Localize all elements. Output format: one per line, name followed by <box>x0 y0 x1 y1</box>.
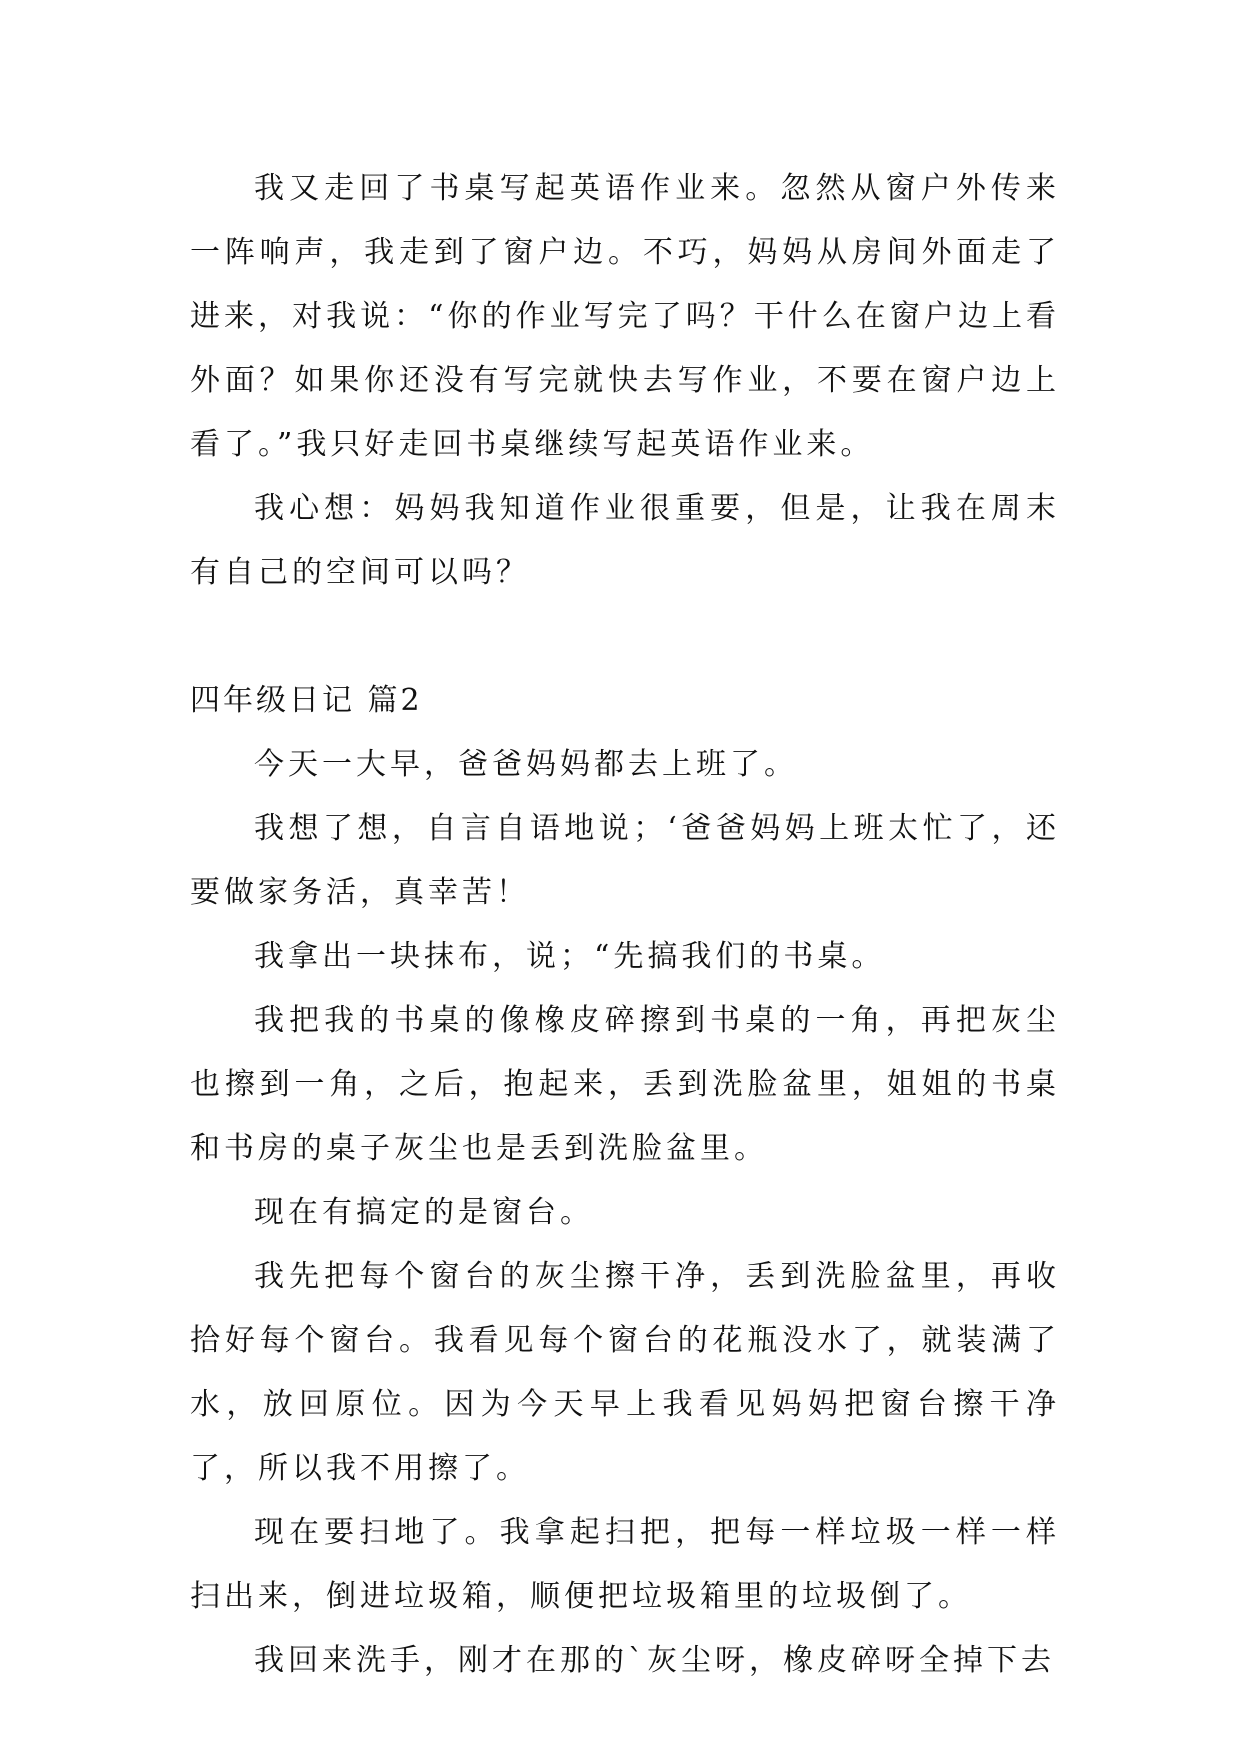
paragraph: 我想了想，自言自语地说；‘爸爸妈妈上班太忙了，还要做家务活，真幸苦！ <box>190 811 1060 910</box>
paragraph: 我拿出一块抹布，说；“先搞我们的书桌。 <box>254 939 886 974</box>
paragraph: 我先把每个窗台的灰尘擦干净，丢到洗脸盆里，再收拾好每个窗台。我看见每个窗台的花瓶没水了，就装满了水，放回原位。因为今天早上我看见妈妈把窗台擦干净了，所以我不用擦了。 <box>190 1259 1060 1486</box>
paragraph: 我心想：妈妈我知道作业很重要，但是，让我在周末有自己的空间可以吗？ <box>190 491 1060 590</box>
paragraph: 我回来洗手，刚才在那的`灰尘呀，橡皮碎呀全掉下去 <box>254 1643 1055 1678</box>
document-body <box>190 157 1060 1693</box>
paragraph: 现在有搞定的是窗台。 <box>254 1195 594 1230</box>
paragraph: 我把我的书桌的像橡皮碎擦到书桌的一角，再把灰尘也擦到一角，之后，抱起来，丢到洗脸盆里，姐姐的书桌和书房的桌子灰尘也是丢到洗脸盆里。 <box>190 1003 1060 1166</box>
paragraph: 我又走回了书桌写起英语作业来。忽然从窗户外传来一阵响声，我走到了窗户边。不巧，妈妈从房间外面走了进来，对我说：“你的作业写完了吗？干什么在窗户边上看外面？如果你还没有写完就快去写作业，不要在窗户边上看了。”我只好走回书桌继续写起英语作业来。 <box>190 171 1060 462</box>
paragraph: 现在要扫地了。我拿起扫把，把每一样垃圾一样一样扫出来，倒进垃圾箱，顺便把垃圾箱里的垃圾倒了。 <box>190 1515 1060 1614</box>
section-heading: 四年级日记 篇2 <box>190 683 423 718</box>
paragraph: 今天一大早，爸爸妈妈都去上班了。 <box>254 747 798 782</box>
